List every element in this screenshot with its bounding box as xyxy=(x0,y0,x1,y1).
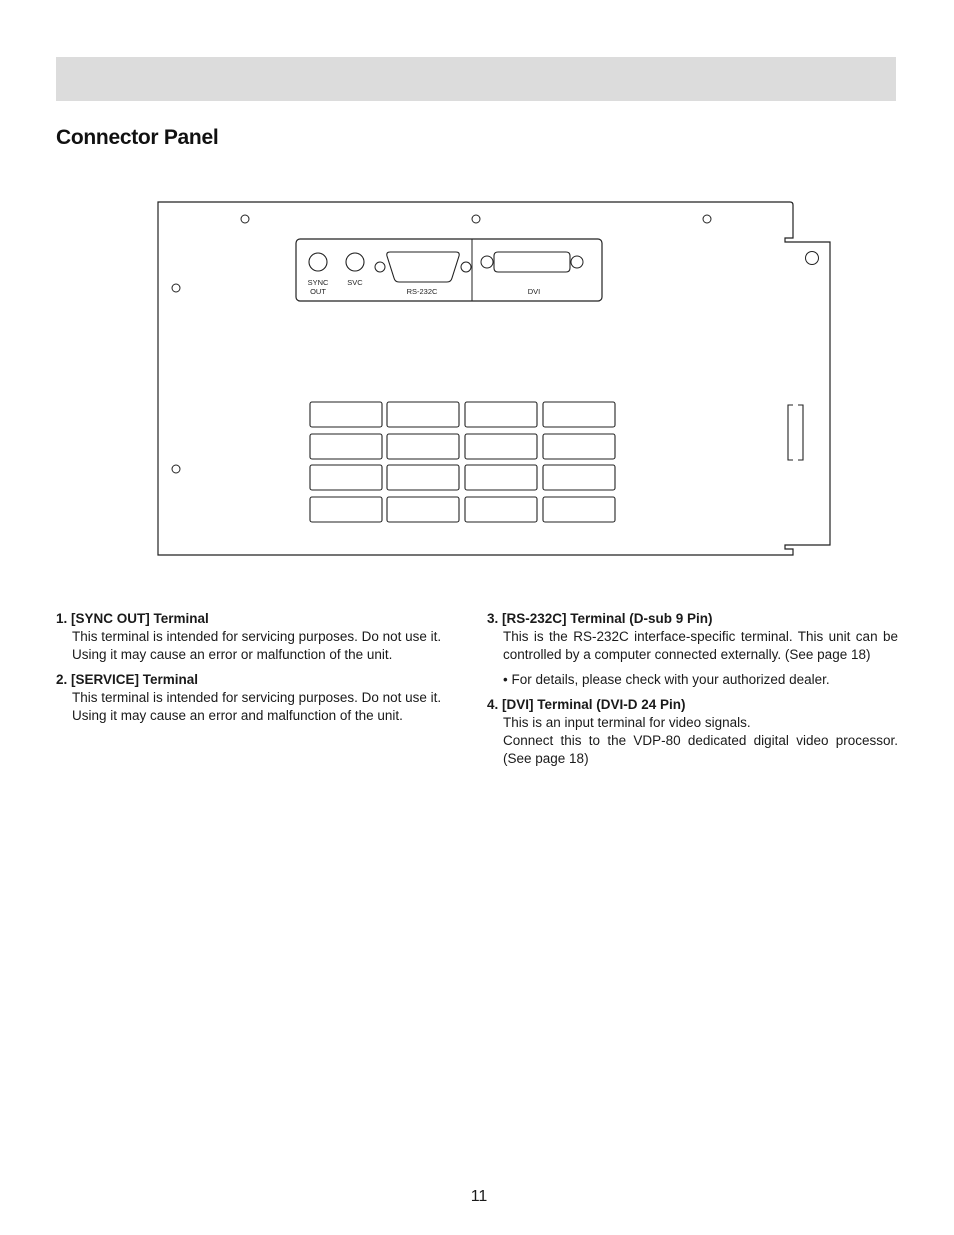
left-column xyxy=(56,610,452,732)
sync-out-label-line2: OUT xyxy=(310,287,326,296)
rs232c-connector xyxy=(375,252,471,282)
vent-grid xyxy=(310,402,615,522)
screw-hole xyxy=(806,252,819,265)
item-title: 2. [SERVICE] Terminal xyxy=(56,672,199,687)
item-title: 1. [SYNC OUT] Terminal xyxy=(56,611,209,626)
dvi-connector xyxy=(481,252,583,272)
svc-label: SVC xyxy=(347,278,363,287)
connector-panel-diagram xyxy=(150,195,840,565)
item-title: 3. [RS-232C] Terminal (D-sub 9 Pin) xyxy=(487,611,713,626)
side-bracket xyxy=(788,405,803,460)
item-body: Connect this to the VDP-80 dedicated digital video processor. (See page 18) xyxy=(503,733,898,766)
item-body: This is an input terminal for video signals. xyxy=(503,715,751,730)
header-bar xyxy=(56,57,896,101)
connector-block xyxy=(296,239,602,301)
item-service xyxy=(56,671,452,725)
screw-hole xyxy=(472,215,480,223)
screw-hole xyxy=(241,215,249,223)
rs232c-label: RS-232C xyxy=(406,287,438,296)
item-body: This is the RS-232C interface-specific terminal. This unit can be controlled by a computer connected externally. (See page 18) xyxy=(503,629,898,662)
svc-jack xyxy=(346,253,364,271)
item-sync-out xyxy=(56,610,452,664)
item-dvi xyxy=(487,696,898,768)
page-number: 11 xyxy=(470,1188,488,1205)
item-rs232c xyxy=(487,610,898,689)
screw-hole xyxy=(172,284,180,292)
screw-hole xyxy=(172,465,180,473)
dvi-label: DVI xyxy=(527,287,541,296)
item-note: • For details, please check with your authorized dealer. xyxy=(503,672,830,687)
sync-out-label-line1: SYNC xyxy=(307,278,329,287)
screw-hole xyxy=(703,215,711,223)
item-title: 4. [DVI] Terminal (DVI-D 24 Pin) xyxy=(487,697,686,712)
item-body: This terminal is intended for servicing purposes. Do not use it. Using it may cause an error and malfunction of the unit. xyxy=(72,690,442,723)
sync-out-jack xyxy=(309,253,327,271)
right-column xyxy=(487,610,898,775)
item-body: This terminal is intended for servicing purposes. Do not use it. Using it may cause an error or malfunction of the unit. xyxy=(72,629,442,662)
page-title: Connector Panel xyxy=(56,126,219,149)
